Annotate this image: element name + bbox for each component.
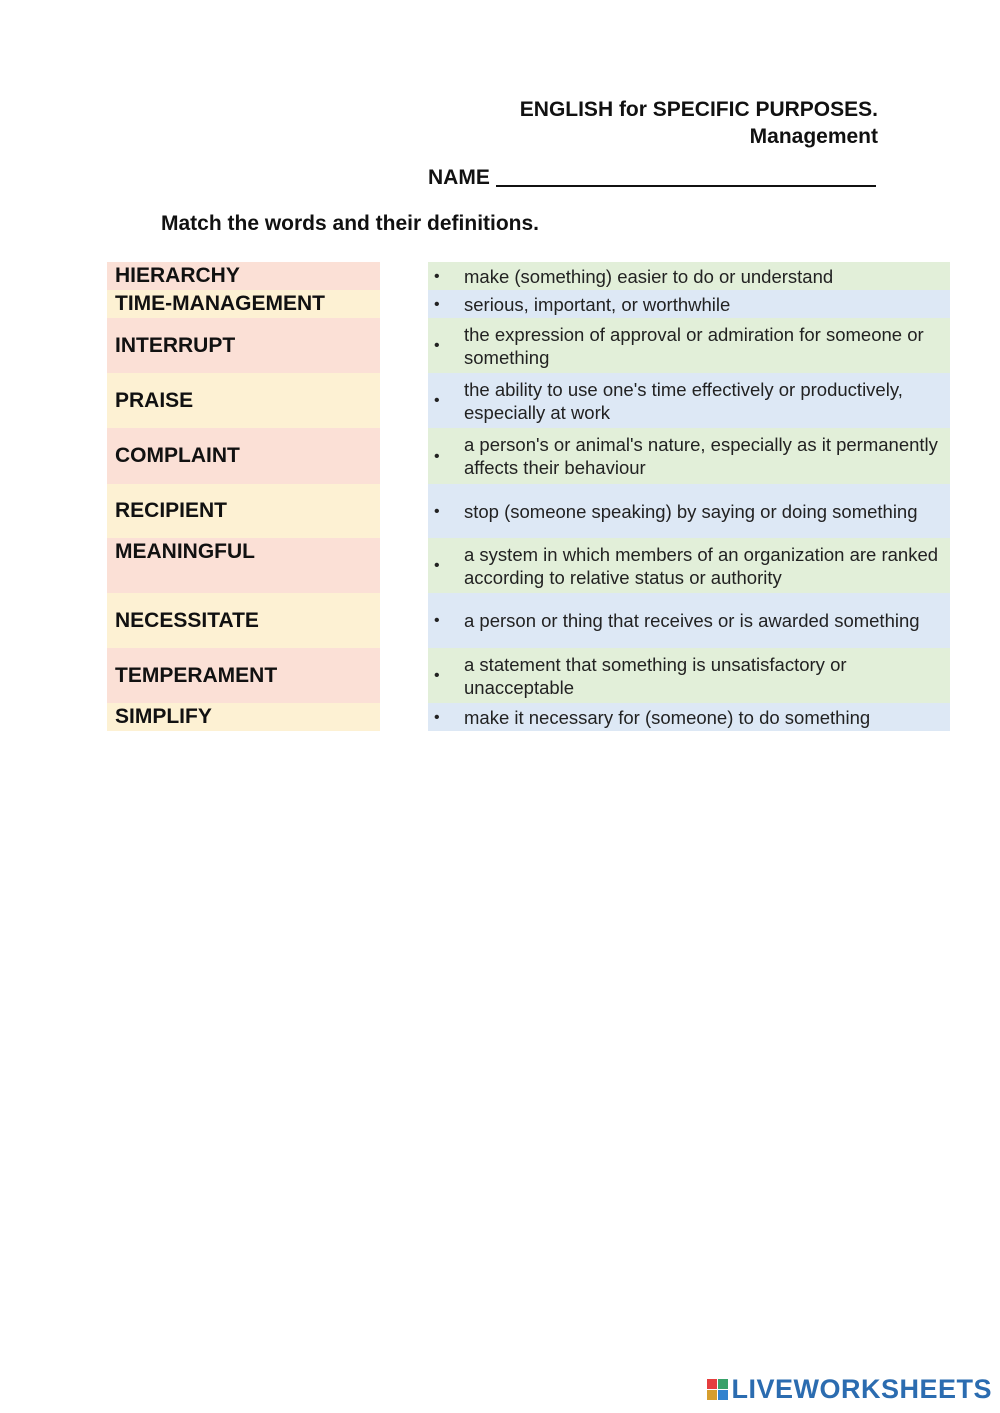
- definition-item[interactable]: [428, 703, 950, 731]
- word-item[interactable]: RECIPIENT: [107, 484, 380, 538]
- definition-text: serious, important, or worthwhile: [464, 293, 731, 315]
- definition-text: a person's or animal's nature, especially as it permanently affects their behaviour: [464, 434, 938, 478]
- header-title: ENGLISH for SPECIFIC PURPOSES.: [519, 98, 878, 121]
- bullet-icon: •: [434, 392, 440, 409]
- definition-item[interactable]: [428, 484, 950, 538]
- definition-item[interactable]: [428, 373, 950, 428]
- word-item[interactable]: PRAISE: [107, 373, 380, 428]
- header-subtitle: Management: [749, 125, 878, 148]
- definition-item[interactable]: [428, 290, 950, 318]
- name-blank-line[interactable]: [496, 185, 876, 187]
- name-label: NAME: [428, 166, 490, 189]
- worksheet-header: [520, 96, 878, 150]
- word-item[interactable]: TIME-MANAGEMENT: [107, 290, 380, 318]
- definitions-column: [428, 262, 950, 731]
- logo-text: LIVEWORKSHEETS: [731, 1374, 992, 1404]
- definition-text: a person or thing that receives or is awarded something: [464, 610, 920, 631]
- word-item[interactable]: MEANINGFUL: [107, 538, 380, 593]
- bullet-icon: •: [434, 337, 440, 354]
- word-item[interactable]: TEMPERAMENT: [107, 648, 380, 703]
- definition-item[interactable]: [428, 593, 950, 648]
- definition-text: make (something) easier to do or understand: [464, 265, 834, 287]
- definition-item[interactable]: [428, 648, 950, 703]
- logo-mark-icon: [707, 1379, 728, 1400]
- logo-square: [718, 1390, 728, 1400]
- logo-square: [707, 1379, 717, 1389]
- liveworksheets-logo: [707, 1374, 992, 1405]
- bullet-icon: •: [434, 267, 440, 285]
- word-item[interactable]: COMPLAINT: [107, 428, 380, 484]
- word-item[interactable]: NECESSITATE: [107, 593, 380, 648]
- bullet-icon: •: [434, 708, 440, 726]
- bullet-icon: •: [434, 612, 440, 629]
- definition-text: stop (someone speaking) by saying or doing something: [464, 500, 918, 522]
- definition-text: the expression of approval or admiration for someone or something: [464, 323, 924, 368]
- definition-item[interactable]: [428, 262, 950, 290]
- logo-square: [718, 1379, 728, 1389]
- words-column: [107, 262, 380, 731]
- bullet-icon: •: [434, 295, 440, 313]
- bullet-icon: •: [434, 557, 440, 574]
- definition-text: make it necessary for (someone) to do something: [464, 706, 871, 728]
- definition-text: the ability to use one's time effectively or productively, especially at work: [464, 378, 903, 423]
- word-item[interactable]: HIERARCHY: [107, 262, 380, 290]
- name-field-row: [428, 166, 876, 190]
- logo-square: [707, 1390, 717, 1400]
- definition-text: a statement that something is unsatisfactory or unacceptable: [464, 653, 847, 698]
- bullet-icon: •: [434, 502, 440, 520]
- definition-item[interactable]: [428, 428, 950, 484]
- definition-text: a system in which members of an organization are ranked according to relative status or authority: [464, 543, 939, 588]
- definition-item[interactable]: [428, 318, 950, 373]
- bullet-icon: •: [434, 447, 440, 465]
- definition-item[interactable]: [428, 538, 950, 593]
- word-item[interactable]: SIMPLIFY: [107, 703, 380, 731]
- instruction: Match the words and their definitions.: [161, 212, 540, 235]
- word-item[interactable]: INTERRUPT: [107, 318, 380, 373]
- bullet-icon: •: [434, 667, 440, 684]
